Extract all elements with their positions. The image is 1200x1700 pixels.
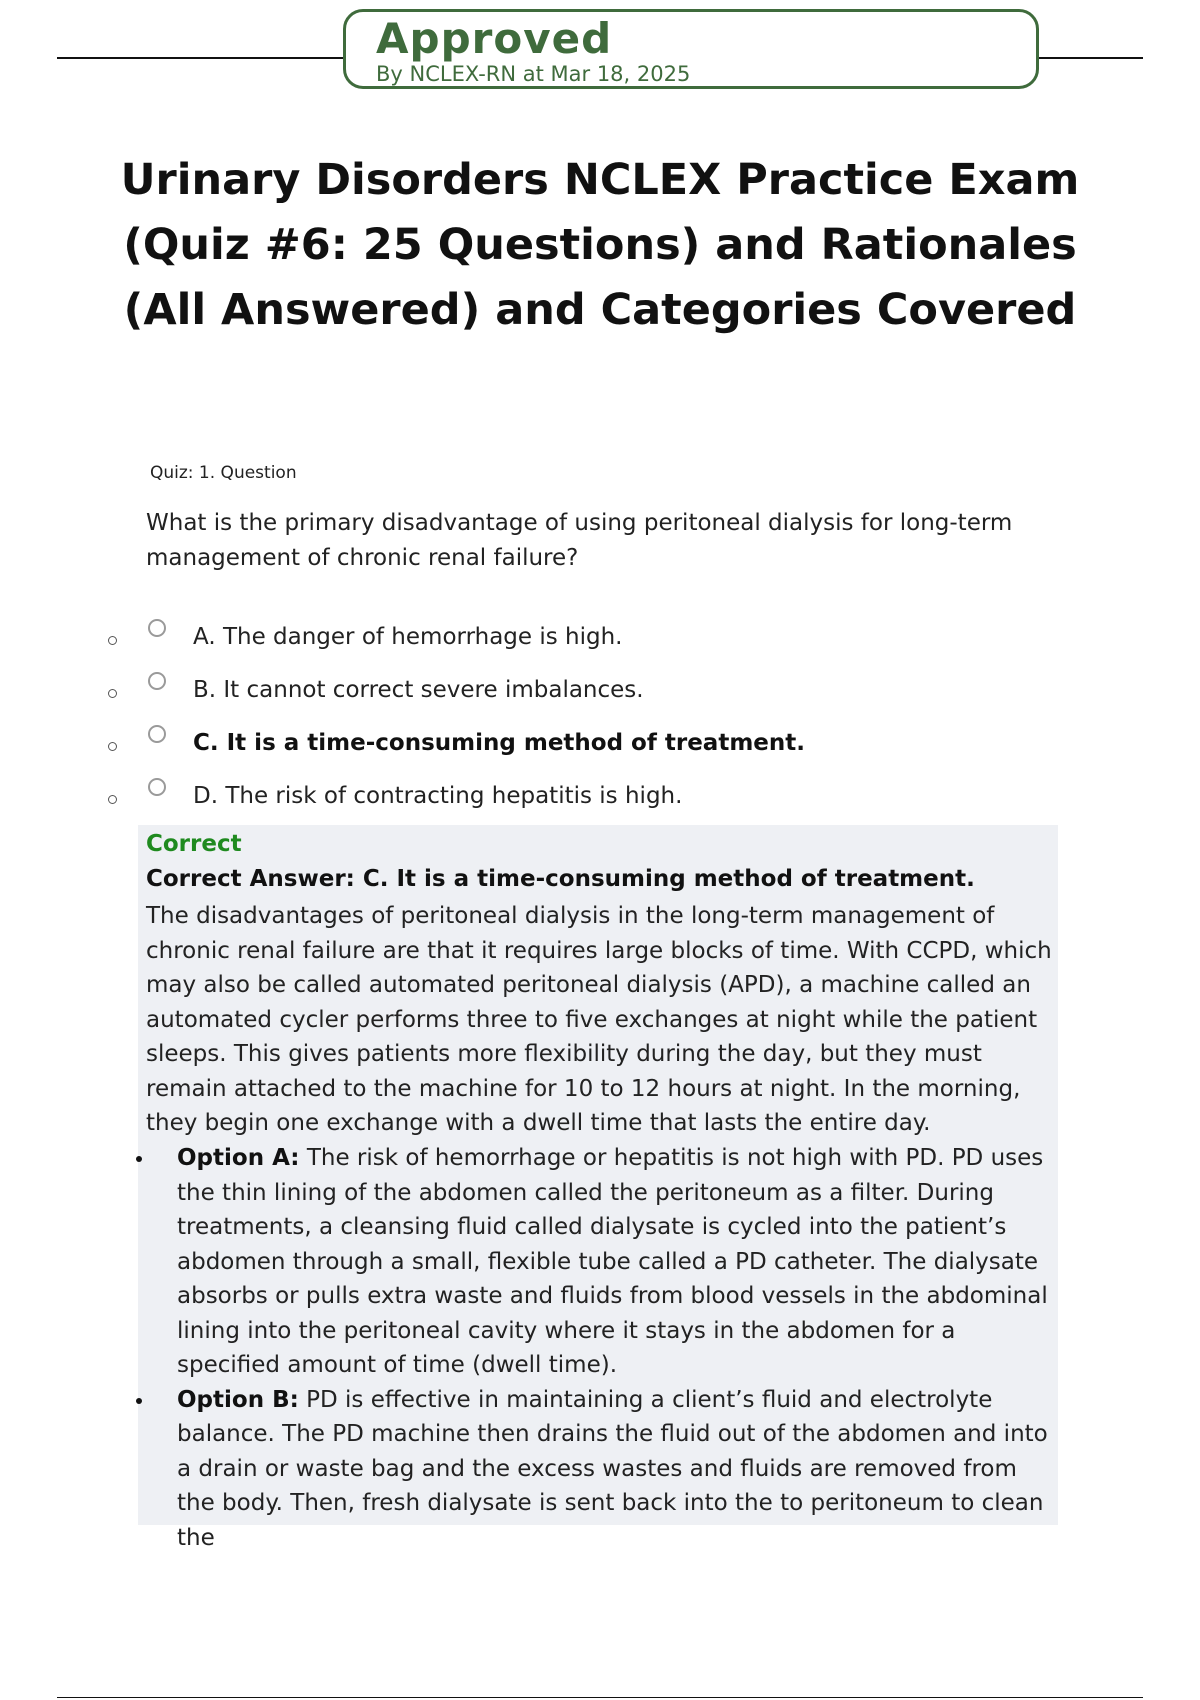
document-title-line-2: (Quiz #6: 25 Questions) and Rationales — [123, 220, 1077, 270]
answer-option-a[interactable] — [0, 618, 1200, 671]
answer-option-c[interactable] — [0, 724, 1200, 777]
rationale-text: The risk of hemorrhage or hepatitis is not high with PD. PD uses the thin lining of the abdomen called the peritoneum as a filter. During treatments, a cleansing fluid called dialysate is cycled into the patient’s abdomen through a small, flexible tube called a PD catheter. The dialysate absorbs or pulls extra waste and fluids from blood vessels in the abdominal lining into the peritoneal cavity where it stays in the abdomen for a specified amount of time (dwell time). — [177, 1145, 1048, 1378]
rationale-text: PD is effective in maintaining a client’s fluid and electrolyte balance. The PD machine then drains the fluid out of the abdomen and into a drain or waste bag and the excess wastes and fluids are removed from the body. Then, fresh dialysate is sent back into the to peritoneum to clean the — [177, 1386, 1048, 1551]
radio-button-icon[interactable] — [148, 778, 166, 796]
list-bullet-icon — [108, 742, 117, 751]
list-bullet-icon — [108, 636, 117, 645]
answer-option-d[interactable] — [0, 777, 1200, 830]
approved-stamp — [343, 9, 1039, 89]
bullet-icon — [136, 1398, 142, 1404]
stamp-subtitle: By NCLEX-RN at Mar 18, 2025 — [376, 62, 691, 86]
rationale-label: Option B: — [177, 1386, 299, 1413]
answer-option-b[interactable] — [0, 671, 1200, 724]
rationale-list — [138, 1141, 1058, 1555]
answer-option-label: B. It cannot correct severe imbalances. — [193, 677, 644, 703]
rationale-label: Option A: — [177, 1145, 300, 1171]
answer-option-label: D. The risk of contracting hepatitis is high. — [193, 783, 683, 809]
quiz-question-label: Quiz: 1. Question — [150, 463, 297, 483]
document-title-line-3: (All Answered) and Categories Covered — [123, 285, 1077, 335]
rationale-option-a — [138, 1141, 1057, 1383]
answer-option-label: C. It is a time-consuming method of treatment. — [193, 730, 805, 756]
document-title-line-1: Urinary Disorders NCLEX Practice Exam — [120, 155, 1080, 205]
radio-button-icon[interactable] — [148, 725, 166, 743]
list-bullet-icon — [108, 689, 117, 698]
bullet-icon — [136, 1156, 142, 1162]
answer-feedback-panel — [138, 825, 1058, 1551]
list-bullet-icon — [108, 795, 117, 804]
footer-rule — [57, 1697, 1143, 1698]
explanation-text: The disadvantages of peritoneal dialysis in the long-term management of chronic renal failure are that it requires large blocks of time. With CCPD, which may also be called automated peritoneal dialysis (APD), a machine called an automated cycler performs three to five exchanges at night while the patient sleeps. This gives patients more flexibility during the day, but they must remain attached to the machine for 10 to 12 hours at night. In the morning, they begin one exchange with a dwell time that lasts the entire day. — [146, 903, 1052, 1136]
stamp-title: Approved — [376, 14, 613, 63]
question-text: What is the primary disadvantage of using peritoneal dialysis for long-term management of chronic renal failure? — [146, 510, 1013, 571]
correct-answer-line: Correct Answer: C. It is a time-consuming method of treatment. — [146, 866, 975, 892]
radio-button-icon[interactable] — [148, 619, 166, 637]
answer-options — [0, 618, 1200, 830]
result-status: Correct — [146, 831, 242, 857]
document-title — [100, 148, 1100, 343]
rationale-option-b — [138, 1383, 1057, 1556]
answer-option-label: A. The danger of hemorrhage is high. — [193, 624, 623, 650]
radio-button-icon[interactable] — [148, 672, 166, 690]
